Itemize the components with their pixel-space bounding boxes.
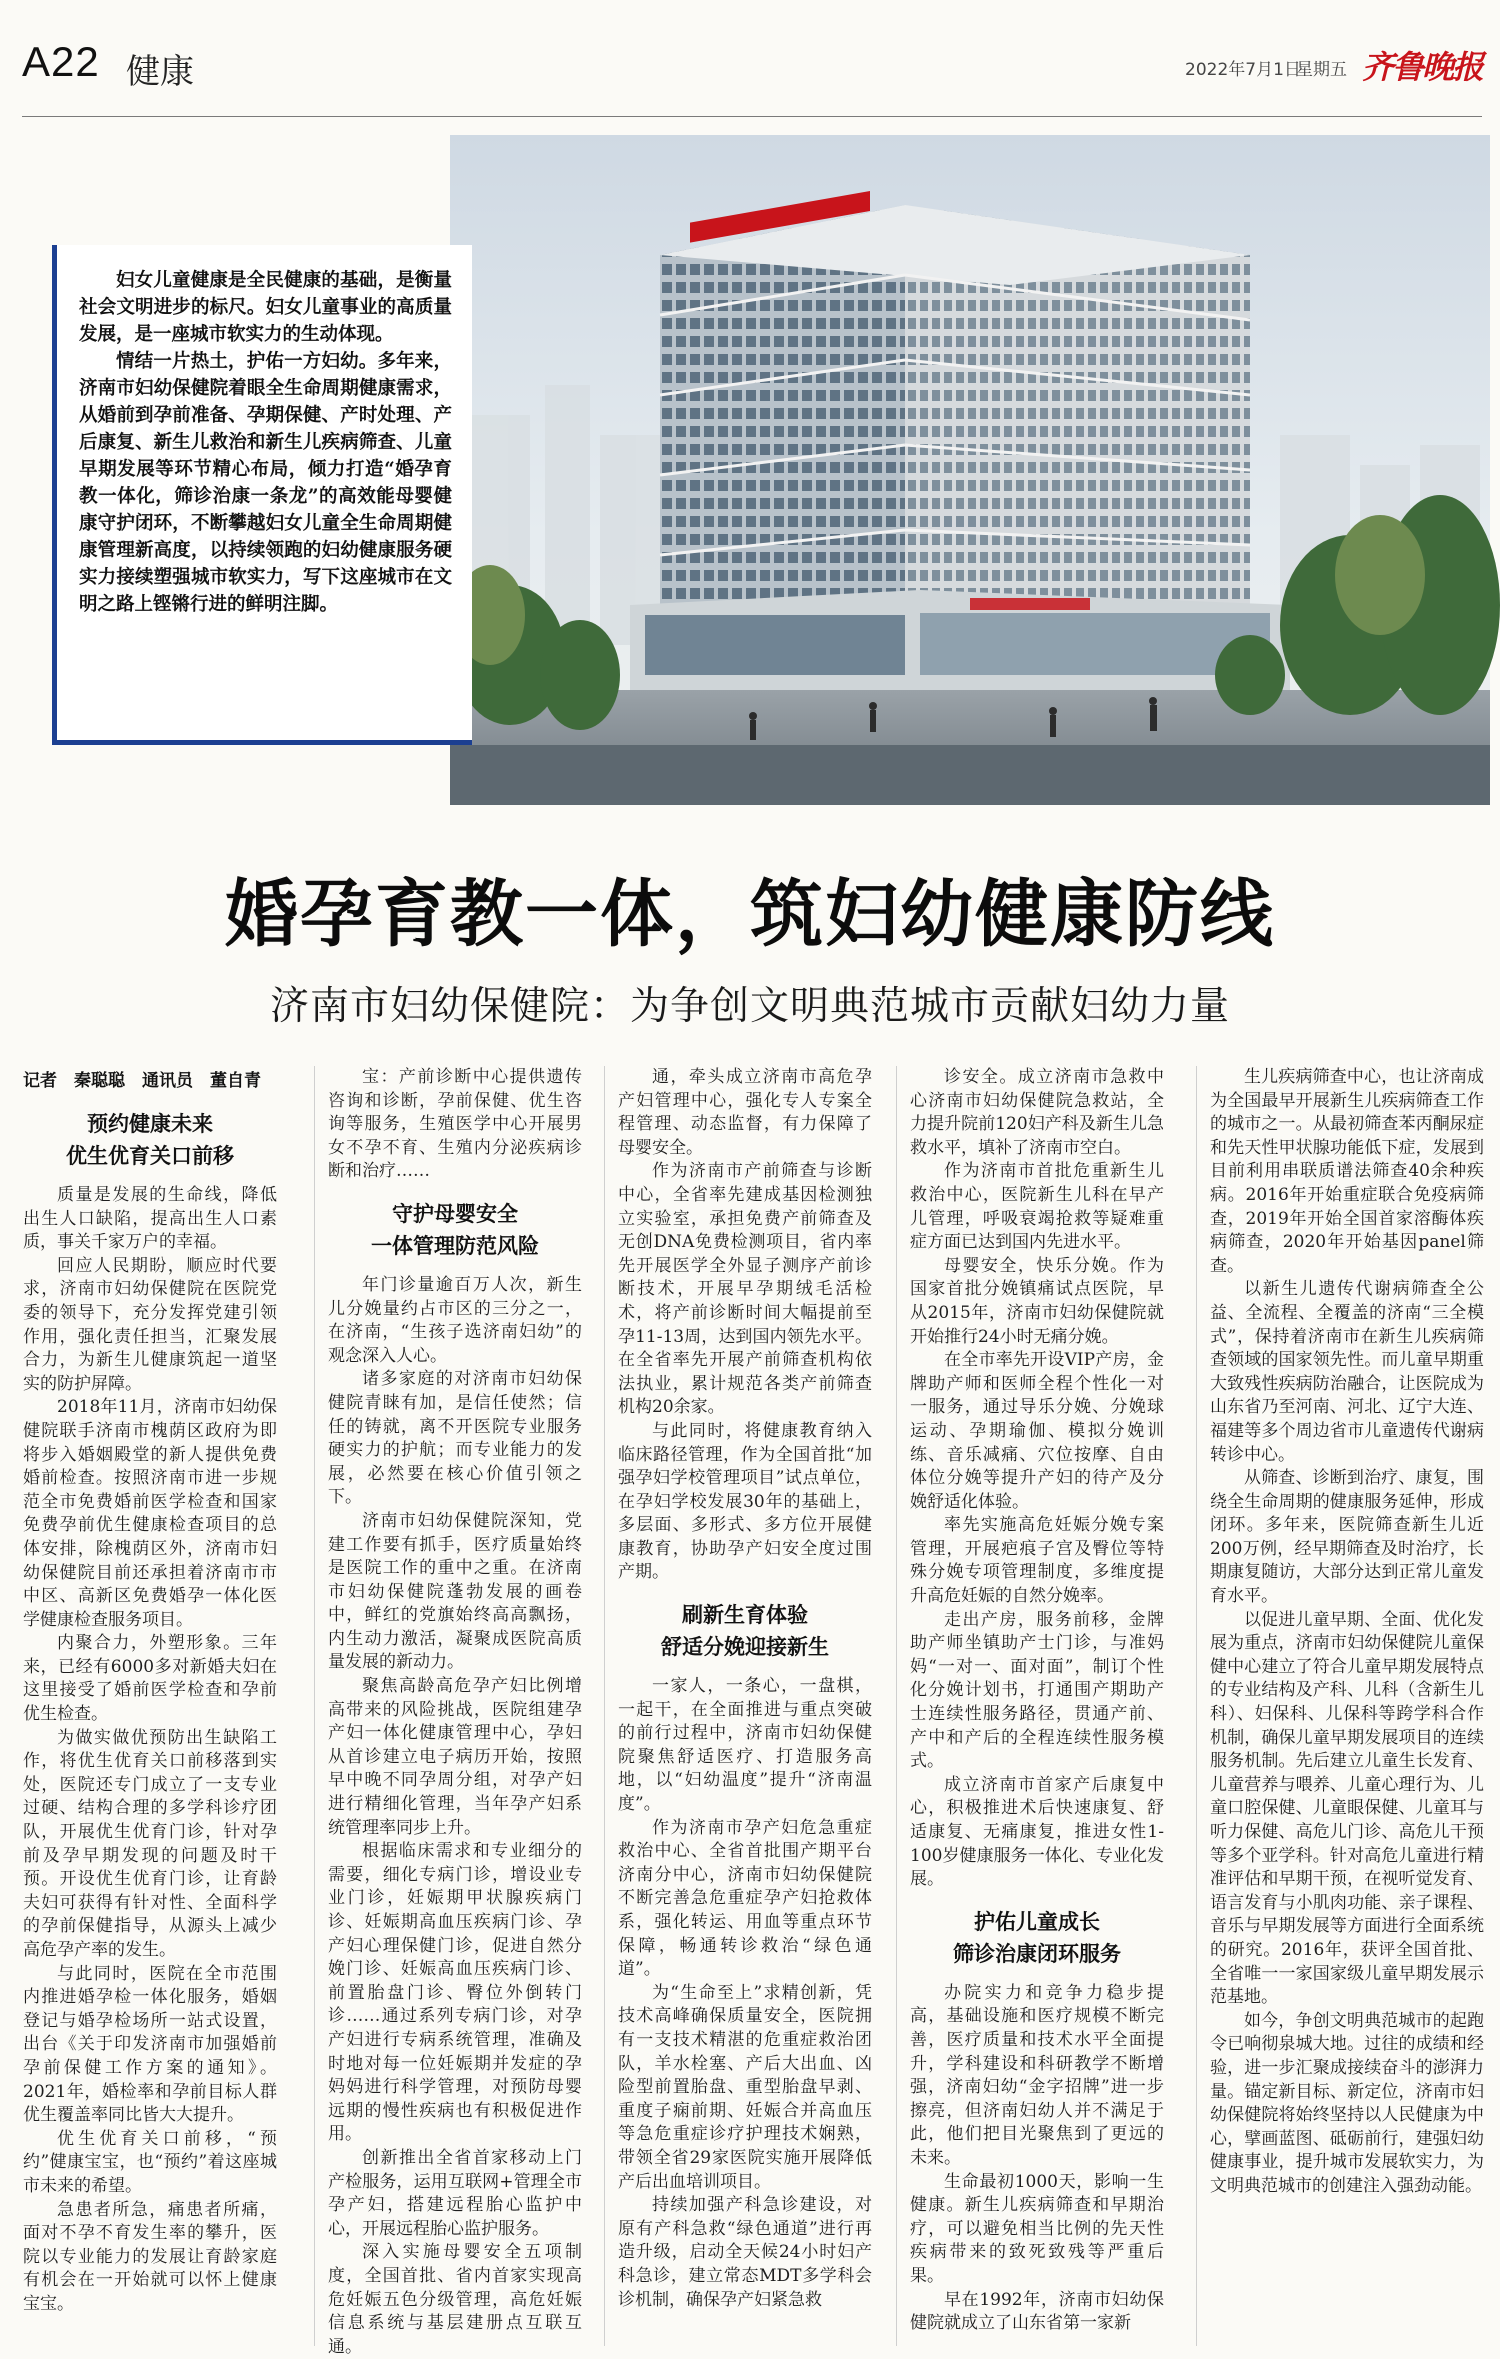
body-paragraph: 一家人，一条心，一盘棋，一起干，在全面推进与重点突破的前行过程中，济南市妇幼保健院聚焦舒适医疗、打造服务高地，以“妇幼温度”提升“济南温度”。 <box>618 1676 872 1815</box>
page-number: A22 <box>22 38 100 85</box>
body-paragraph: 走出产房，服务前移，金牌助产师坐镇助产士门诊，与准妈妈“一对一、面对面”，制订个性化分娩计划书，打通围产期助产士连续性服务路径，贯通产前、产中和产后的全程连续性服务模式。 <box>910 1609 1164 1772</box>
body-paragraph: 以新生儿遗传代谢病筛查全公益、全流程、全覆盖的济南“三全模式”，保持着济南市在新生儿疾病筛查领域的国家领先性。而儿童早期重大致残性疾病防治融合，让医院成为山东省乃至河南、河北、辽宁大连、福建等多个周边省市儿童遗传代谢病转诊中心。 <box>1210 1279 1484 1465</box>
body-paragraph: 从筛查、诊断到治疗、康复，围绕全生命周期的健康服务延伸，形成闭环。多年来，医院筛查新生儿近200万例，经早期筛查及时治疗，长期康复随访，大部分达到正常儿童发育水平。 <box>1210 1468 1484 1607</box>
body-paragraph: 优生优育关口前移，“预约”健康宝宝，也“预约”着这座城市未来的希望。 <box>23 2128 277 2196</box>
body-paragraph: 年门诊量逾百万人次，新生儿分娩量约占市区的三分之一，在济南，“生孩子选济南妇幼”的观念深入人心。 <box>328 1274 582 1366</box>
body-paragraph: 在全市率先开设VIP产房，金牌助产师和医师全程个性化一对一服务，通过导乐分娩、分娩球运动、孕期瑜伽、模拟分娩训练、音乐减痛、穴位按摩、自由体位分娩等提升产妇的待产及分娩舒适化体验。 <box>910 1350 1164 1512</box>
intro-paragraph: 妇女儿童健康是全民健康的基础，是衡量社会文明进步的标尺。妇女儿童事业的高质量发展，是一座城市软实力的生动体现。 <box>79 270 452 345</box>
section-heading-line: 护佑儿童成长 <box>974 1909 1100 1934</box>
body-paragraph: 成立济南市首家产后康复中心，积极推进术后快速康复、舒适康复、无痛康复，推进女性1-100岁健康服务一体化、专业化发展。 <box>910 1774 1164 1890</box>
body-paragraph: 为做实做优预防出生缺陷工作，将优生优育关口前移落到实处，医院还专门成立了一支专业过硬、结构合理的多学科诊疗团队，开展优生优育门诊，针对孕前及孕早期发现的问题及时干预。开设优生优育门诊，让育龄夫妇可获得有针对性、全面科学的孕前保健指导，从源头上减少高危孕产率的发生。 <box>23 1727 277 1960</box>
masthead <box>0 0 1500 130</box>
body-paragraph: 根据临床需求和专业细分的需要，细化专病门诊，增设业专业门诊，妊娠期甲状腺疾病门诊、妊娠期高血压疾病门诊、孕产妇心理保健门诊，促进自然分娩门诊、妊娠高血压疾病门诊、前置胎盘门诊、臀位外倒转门诊……通过系列专病门诊，对孕产妇进行专病系统管理，准确及时地对每一位妊娠期并发症的孕妈妈进行科学管理，对预防母婴远期的慢性疾病也有积极促进作用。 <box>328 1841 582 2145</box>
body-paragraph: 生儿疾病筛查中心，也让济南成为全国最早开展新生儿疾病筛查工作的城市之一。从最初筛查苯丙酮尿症和先天性甲状腺功能低下症，发展到目前利用串联质谱法筛查40余种疾病。2016年开始重症联合免疫病筛查，2019年开始全国首家溶酶体疾病筛查，2020年开始基因panel筛查。 <box>1210 1067 1484 1276</box>
column-rule <box>896 1066 897 2346</box>
issue-weekday: 星期五 <box>1296 60 1347 80</box>
hospital-photo <box>450 135 1490 805</box>
hospital-building-illustration <box>450 135 1490 805</box>
body-paragraph: 质量是发展的生命线，降低出生人口缺陷，提高出生人口素质，事关千家万户的幸福。 <box>23 1185 277 1253</box>
body-paragraph: 生命最初1000天，影响一生健康。新生儿疾病筛查和早期治疗，可以避免相当比例的先天性疾病带来的致死致残等严重后果。 <box>910 2171 1164 2286</box>
body-paragraph: 与此同时，将健康教育纳入临床路径管理，作为全国首批“加强孕妇学校管理项目”试点单位，在孕妇学校发展30年的基础上，多层面、多形式、多方位开展健康教育，协助孕产妇安全度过围产期。 <box>618 1420 872 1583</box>
article-column <box>618 1066 872 2346</box>
article-headline: 婚孕育教一体，筑妇幼健康防线 <box>225 872 1275 957</box>
section-heading-line: 守护母婴安全 <box>392 1201 518 1226</box>
body-paragraph: 通，牵头成立济南市高危孕产妇管理中心，强化专人专案全程管理、动态监督，有力保障了母婴安全。 <box>618 1067 872 1158</box>
newspaper-logo: 齐鲁晚报 <box>1362 48 1483 86</box>
body-paragraph: 如今，争创文明典范城市的起跑令已响彻泉城大地。过往的成绩和经验，进一步汇聚成接续奋斗的澎湃力量。锚定新目标、新定位，济南市妇幼保健院将始终坚持以人民健康为中心，擘画蓝图、砥砺前行，建强妇幼健康事业，提升城市发展软实力，为文明典范城市的创建注入强劲动能。 <box>1210 2010 1484 2196</box>
section-heading-line: 一体管理防范风险 <box>371 1233 539 1258</box>
body-paragraph: 回应人民期盼，顺应时代要求，济南市妇幼保健院在医院党委的领导下，充分发挥党建引领作用，强化责任担当，汇聚发展合力，为新生儿健康筑起一道坚实的防护屏障。 <box>23 1255 277 1394</box>
column-rule <box>604 1066 605 2346</box>
body-paragraph: 作为济南市产前筛查与诊断中心，全省率先建成基因检测独立实验室，承担免费产前筛查及无创DNA免费检测项目，省内率先开展医学全外显子测序产前诊断技术，开展早孕期绒毛活检术，将产前诊断时间大幅提前至孕11-13周，达到国内领先水平。在全省率先开展产前筛查机构依法执业，累计规范各类产前筛查机构20余家。 <box>618 1161 872 1418</box>
intro-paragraph: 情结一片热土，护佑一方妇幼。多年来，济南市妇幼保健院着眼全生命周期健康需求，从婚前到孕前准备、孕期保健、产时处理、产后康复、新生儿救治和新生儿疾病筛查、儿童早期发展等环节精心布局，倾力打造“婚孕育教一体化，筛诊治康一条龙”的高效能母婴健康守护闭环，不断攀越妇女儿童全生命周期健康管理新高度，以持续领跑的妇幼健康服务硬实力接续塑强城市软实力，写下这座城市在文明之路上铿锵行进的鲜明注脚。 <box>79 351 452 615</box>
body-paragraph: 作为济南市孕产妇危急重症救治中心、全省首批围产期平台济南分中心，济南市妇幼保健院不断完善急危重症孕产妇抢救体系，强化转运、用血等重点环节保障，畅通转诊救治“绿色通道”。 <box>618 1817 872 1980</box>
article-column <box>1210 1066 1484 2346</box>
body-paragraph: 早在1992年，济南市妇幼保健院就成立了山东省第一家新 <box>910 2289 1164 2334</box>
byline-spacer <box>23 1066 277 1094</box>
body-paragraph: 办院实力和竞争力稳步提高，基础设施和医疗规模不断完善，医疗质量和技术水平全面提升，学科建设和科研教学不断增强，济南妇幼“金字招牌”进一步擦亮，但济南妇幼人并不满足于此，他们把目光聚焦到了更远的未来。 <box>910 1982 1164 2168</box>
body-paragraph: 诊安全。成立济南市急救中心济南市妇幼保健院急救站，全力提升院前120妇产科及新生儿急救水平，填补了济南市空白。 <box>910 1067 1164 1158</box>
body-paragraph: 与此同时，医院在全市范围内推进婚孕检一体化服务，婚姻登记与婚孕检场所一站式设置，出台《关于印发济南市加强婚前孕前保健工作方案的通知》。2021年，婚检率和孕前目标人群优生覆盖率同比皆大大提升。 <box>23 1963 277 2126</box>
body-paragraph: 作为济南市首批危重新生儿救治中心，医院新生儿科在早产儿管理，呼吸衰竭抢救等疑难重症方面已达到国内先进水平。 <box>910 1161 1164 1253</box>
article-column <box>23 1066 277 2346</box>
body-paragraph: 宝：产前诊断中心提供遗传咨询和诊断，孕前保健、优生咨询等服务，生殖医学中心开展男女不孕不育、生殖内分泌疾病诊断和治疗…… <box>328 1067 582 1182</box>
column-rule <box>314 1066 315 2346</box>
body-paragraph: 持续加强产科急诊建设，对原有产科急救“绿色通道”进行再造升级，启动全天候24小时妇产科急诊，建立常态MDT多学科会诊机制，确保孕产妇紧急救 <box>618 2195 872 2310</box>
byline: 记者 秦聪聪 通讯员 董自青 <box>23 1071 261 1091</box>
body-paragraph: 母婴安全，快乐分娩。作为国家首批分娩镇痛试点医院，早从2015年，济南市妇幼保健院就开始推行24小时无痛分娩。 <box>910 1255 1164 1347</box>
body-paragraph: 为“生命至上”求精创新，凭技术高峰确保质量安全，医院拥有一支技术精湛的危重症救治团队，羊水栓塞、产后大出血、凶险型前置胎盘、重型胎盘早剥、重度子痫前期、妊娠合并高血压等急危重症诊疗护理技术娴熟，带领全省29家医院实施开展降低产后出血培训项目。 <box>618 1982 872 2192</box>
section-heading <box>23 1108 277 1172</box>
section-heading <box>910 1906 1164 1970</box>
body-paragraph: 创新推出全省首家移动上门产检服务，运用互联网+管理全市孕产妇，搭建远程胎心监护中心，开展远程胎心监护服务。 <box>328 2147 582 2239</box>
article-subheadline: 济南市妇幼保健院：为争创文明典范城市贡献妇幼力量 <box>269 984 1230 1029</box>
section-heading-line: 优生优育关口前移 <box>66 1144 234 1168</box>
masthead-rule <box>22 116 1482 117</box>
article-column <box>910 1066 1164 2346</box>
section-title: 健康 <box>126 52 194 92</box>
column-rule <box>1196 1066 1197 2346</box>
section-heading-line: 筛诊治康闭环服务 <box>953 1941 1121 1966</box>
body-paragraph: 率先实施高危妊娠分娩专案管理，开展疤痕子宫及臀位等特殊分娩专项管理制度，多维度提升高危妊娠的自然分娩率。 <box>910 1515 1164 1607</box>
body-paragraph: 2018年11月，济南市妇幼保健院联手济南市槐荫区政府为即将步入婚姻殿堂的新人提供免费婚前检查。按照济南市进一步规范全市免费婚前医学检查和国家免费孕前优生健康检查项目的总体安排，除槐荫区外，济南市妇幼保健院目前还承担着济南市市中区、高新区免费婚孕一体化医学健康检查服务项目。 <box>23 1397 277 1630</box>
section-heading-line: 舒适分娩迎接新生 <box>661 1635 829 1660</box>
body-paragraph: 以促进儿童早期、全面、优化发展为重点，济南市妇幼保健院儿童保健中心建立了符合儿童早期发展特点的专业结构及产科、儿科（含新生儿科）、妇保科、儿保科等跨学科合作机制，确保儿童早期发展项目的连续服务机制。先后建立儿童生长发育、儿童营养与喂养、儿童心理行为、儿童口腔保健、儿童眼保健、儿童耳与听力保健、高危儿门诊、高危儿干预等多个亚学科。针对高危儿童进行精准评估和早期干预，在视听觉发育、语言发育与小肌肉功能、亲子课程、音乐与早期发展等方面进行全面系统的研究。2016年，获评全国首批、全省唯一一家国家级儿童早期发展示范基地。 <box>1210 1609 1484 2008</box>
section-heading <box>618 1599 872 1663</box>
section-heading <box>328 1198 582 1262</box>
intro-box <box>52 245 472 745</box>
body-paragraph: 急患者所急，痛患者所痛，面对不孕不育发生率的攀升，医院以专业能力的发展让育龄家庭有机会在一开始就可以怀上健康宝宝。 <box>23 2199 277 2314</box>
body-paragraph: 内聚合力，外塑形象。三年来，已经有6000多对新婚夫妇在这里接受了婚前医学检查和孕前优生检查。 <box>23 1633 277 1725</box>
issue-date: 2022年7月1日 <box>1185 60 1301 80</box>
body-paragraph: 济南市妇幼保健院深知，党建工作要有抓手，医疗质量始终是医院工作的重中之重。在济南市妇幼保健院蓬勃发展的画卷中，鲜红的党旗始终高高飘扬，内生动力激活，凝聚成医院高质量发展的新动力。 <box>328 1510 582 1673</box>
article-column <box>328 1066 582 2357</box>
section-heading-line: 刷新生育体验 <box>682 1603 808 1628</box>
body-paragraph: 诸多家庭的对济南市妇幼保健院青睐有加，是信任使然；信任的铸就，离不开医院专业服务硬实力的护航；而专业能力的发展，必然要在核心价值引领之下。 <box>328 1369 582 1508</box>
body-paragraph: 聚焦高龄高危孕产妇比例增高带来的风险挑战，医院组建孕产妇一体化健康管理中心，孕妇从首诊建立电子病历开始，按照早中晚不同孕周分组，对孕产妇进行精细化管理，当年孕产妇系统管理率同步上升。 <box>328 1676 582 1838</box>
body-paragraph: 深入实施母婴安全五项制度，全国首批、省内首家实现高危妊娠五色分级管理，高危妊娠信息系统与基层建册点互联互通。 <box>328 2242 582 2357</box>
section-heading-line: 预约健康未来 <box>87 1112 213 1136</box>
